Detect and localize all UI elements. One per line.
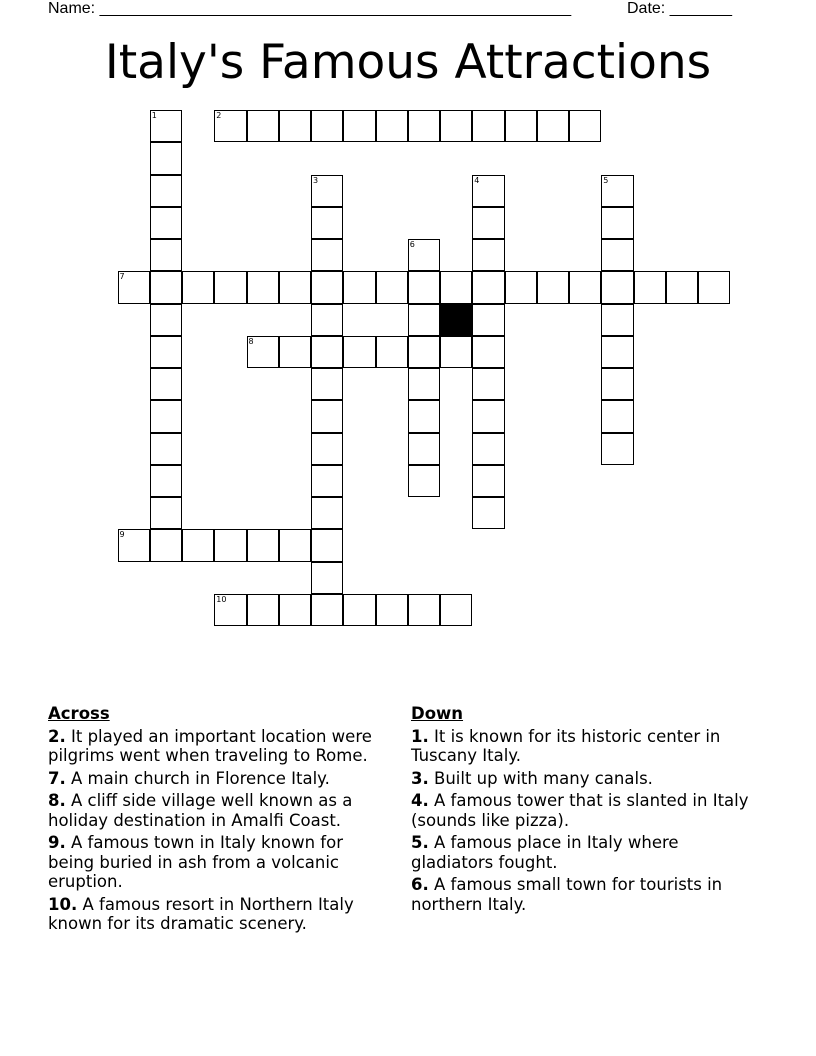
clue-number: 8. — [48, 791, 66, 810]
grid-cell[interactable] — [311, 465, 343, 497]
grid-cell[interactable] — [343, 271, 375, 303]
grid-cell[interactable] — [376, 336, 408, 368]
grid-cell[interactable] — [214, 110, 246, 142]
grid-cell[interactable] — [408, 304, 440, 336]
grid-cell[interactable] — [601, 368, 633, 400]
clue-text: A famous place in Italy where gladiators fought. — [411, 833, 679, 872]
clue-number-label: 1 — [151, 111, 157, 120]
grid-cell[interactable] — [408, 110, 440, 142]
grid-cell[interactable] — [311, 271, 343, 303]
grid-cell[interactable] — [311, 175, 343, 207]
grid-cell[interactable] — [311, 336, 343, 368]
grid-cell[interactable] — [472, 239, 504, 271]
grid-cell[interactable] — [247, 336, 279, 368]
grid-cell[interactable] — [247, 110, 279, 142]
grid-cell[interactable] — [311, 497, 343, 529]
clue-number-label: 5 — [603, 175, 609, 185]
down-heading: Down — [411, 704, 464, 723]
clue-number: 9. — [48, 833, 66, 852]
clue-down-6 — [411, 875, 761, 914]
grid-cell[interactable] — [279, 271, 311, 303]
clue-text: A main church in Florence Italy. — [65, 768, 330, 788]
grid-cell[interactable] — [376, 110, 408, 142]
clue-across-8 — [48, 791, 393, 830]
grid-cell[interactable] — [279, 594, 311, 626]
grid-cell[interactable] — [343, 594, 375, 626]
grid-cell[interactable] — [279, 529, 311, 561]
grid-cell[interactable] — [311, 433, 343, 465]
grid-cell[interactable] — [311, 304, 343, 336]
clue-number: 7. — [48, 768, 66, 788]
grid-cell[interactable] — [472, 465, 504, 497]
grid-cell[interactable] — [150, 368, 182, 400]
clue-number-label: 6 — [409, 240, 415, 249]
grid-cell[interactable] — [601, 175, 633, 207]
grid-cell[interactable] — [472, 304, 504, 336]
grid-cell[interactable] — [408, 594, 440, 626]
grid-cell[interactable] — [472, 336, 504, 368]
grid-cell[interactable] — [472, 175, 504, 207]
grid-cell[interactable] — [150, 239, 182, 271]
clue-down-3 — [411, 769, 761, 789]
clue-text: It played an important location were pilgrims went when traveling to Rome. — [48, 726, 372, 765]
grid-cell[interactable] — [150, 400, 182, 432]
grid-cell[interactable] — [601, 433, 633, 465]
grid-cell[interactable] — [150, 336, 182, 368]
clue-number-label: 3 — [313, 175, 319, 185]
down-clues — [411, 704, 761, 917]
clue-down-1 — [411, 727, 761, 766]
clue-number: 6. — [411, 875, 429, 894]
grid-cell[interactable] — [666, 271, 698, 303]
clue-down-4 — [411, 791, 761, 830]
clue-text: It is known for its historic center in Tuscany Italy. — [411, 726, 721, 765]
grid-cell[interactable] — [150, 529, 182, 561]
grid-cell[interactable] — [118, 529, 150, 561]
grid-cell[interactable] — [472, 497, 504, 529]
grid-cell[interactable] — [408, 336, 440, 368]
clue-number-label: 7 — [119, 272, 125, 282]
grid-cell[interactable] — [150, 175, 182, 207]
across-heading: Across — [48, 704, 110, 723]
clue-across-9 — [48, 833, 393, 892]
clue-number: 4. — [411, 791, 429, 810]
clue-text: A famous resort in Northern Italy known for its dramatic scenery. — [48, 894, 354, 933]
clue-across-2 — [48, 727, 393, 766]
grid-cell[interactable] — [601, 239, 633, 271]
grid-cell[interactable] — [472, 271, 504, 303]
clue-text: A famous tower that is slanted in Italy (sounds like pizza). — [411, 791, 749, 830]
clue-number: 5. — [411, 833, 429, 852]
across-clues — [48, 704, 393, 937]
grid-cell[interactable] — [150, 110, 182, 142]
grid-cell[interactable] — [408, 368, 440, 400]
grid-cell[interactable] — [279, 336, 311, 368]
clue-number: 2. — [48, 726, 66, 746]
grid-cell[interactable] — [537, 110, 569, 142]
grid-cell[interactable] — [311, 207, 343, 239]
grid-cell[interactable] — [118, 271, 150, 303]
grid-cell[interactable] — [440, 594, 472, 626]
grid-cell[interactable] — [408, 400, 440, 432]
date-field-label: Date: _______ — [627, 0, 732, 17]
clue-number: 10. — [48, 894, 78, 914]
grid-cell[interactable] — [408, 465, 440, 497]
grid-cell[interactable] — [214, 529, 246, 561]
grid-cell[interactable] — [214, 594, 246, 626]
clue-text: A cliff side village well known as a holiday destination in Amalfi Coast. — [48, 791, 353, 830]
grid-cell[interactable] — [247, 271, 279, 303]
grid-cell[interactable] — [182, 271, 214, 303]
grid-cell[interactable] — [150, 207, 182, 239]
grid-cell[interactable] — [150, 465, 182, 497]
grid-cell[interactable] — [150, 142, 182, 174]
grid-cell[interactable] — [698, 271, 730, 303]
black-square — [440, 304, 472, 336]
grid-cell[interactable] — [472, 368, 504, 400]
grid-cell[interactable] — [408, 271, 440, 303]
grid-cell[interactable] — [150, 497, 182, 529]
clue-number-label: 4 — [474, 175, 480, 185]
grid-cell[interactable] — [537, 271, 569, 303]
grid-cell[interactable] — [601, 304, 633, 336]
clue-across-7 — [48, 769, 393, 789]
grid-cell[interactable] — [440, 336, 472, 368]
grid-cell[interactable] — [440, 271, 472, 303]
grid-cell[interactable] — [601, 336, 633, 368]
page-title: Italy's Famous Attractions — [104, 35, 712, 90]
clue-number-label: 10 — [216, 594, 227, 604]
grid-cell[interactable] — [311, 562, 343, 594]
grid-cell[interactable] — [311, 400, 343, 432]
grid-cell[interactable] — [247, 594, 279, 626]
grid-cell[interactable] — [376, 594, 408, 626]
grid-cell[interactable] — [472, 207, 504, 239]
grid-cell[interactable] — [150, 271, 182, 303]
grid-cell[interactable] — [601, 271, 633, 303]
grid-cell[interactable] — [279, 110, 311, 142]
grid-cell[interactable] — [505, 110, 537, 142]
grid-cell[interactable] — [440, 110, 472, 142]
grid-cell[interactable] — [311, 594, 343, 626]
clue-text: A famous town in Italy known for being buried in ash from a volcanic eruption. — [48, 833, 343, 891]
grid-cell[interactable] — [376, 271, 408, 303]
grid-cell[interactable] — [472, 433, 504, 465]
grid-cell[interactable] — [311, 529, 343, 561]
grid-cell[interactable] — [247, 529, 279, 561]
grid-cell[interactable] — [150, 433, 182, 465]
grid-cell[interactable] — [408, 433, 440, 465]
clue-text: A famous small town for tourists in northern Italy. — [411, 875, 723, 914]
grid-cell[interactable] — [472, 400, 504, 432]
grid-cell[interactable] — [214, 271, 246, 303]
grid-cell[interactable] — [505, 271, 537, 303]
clue-number: 3. — [411, 768, 429, 788]
clue-across-10 — [48, 895, 393, 934]
grid-cell[interactable] — [343, 336, 375, 368]
grid-cell[interactable] — [601, 207, 633, 239]
clue-number: 1. — [411, 726, 429, 746]
grid-cell[interactable] — [569, 110, 601, 142]
grid-cell[interactable] — [601, 400, 633, 432]
clue-down-5 — [411, 833, 761, 872]
grid-cell[interactable] — [311, 110, 343, 142]
grid-cell[interactable] — [311, 239, 343, 271]
grid-cell[interactable] — [634, 271, 666, 303]
clue-number-label: 2 — [216, 111, 222, 120]
clue-number-label: 8 — [248, 336, 254, 346]
grid-cell[interactable] — [569, 271, 601, 303]
grid-cell[interactable] — [182, 529, 214, 561]
grid-cell[interactable] — [408, 239, 440, 271]
clue-text: Built up with many canals. — [428, 768, 653, 788]
name-field-label: Name: _____________________________________________________ — [48, 0, 572, 17]
grid-cell[interactable] — [343, 110, 375, 142]
grid-cell[interactable] — [472, 110, 504, 142]
grid-cell[interactable] — [311, 368, 343, 400]
grid-cell[interactable] — [150, 304, 182, 336]
clue-number-label: 9 — [119, 530, 125, 540]
